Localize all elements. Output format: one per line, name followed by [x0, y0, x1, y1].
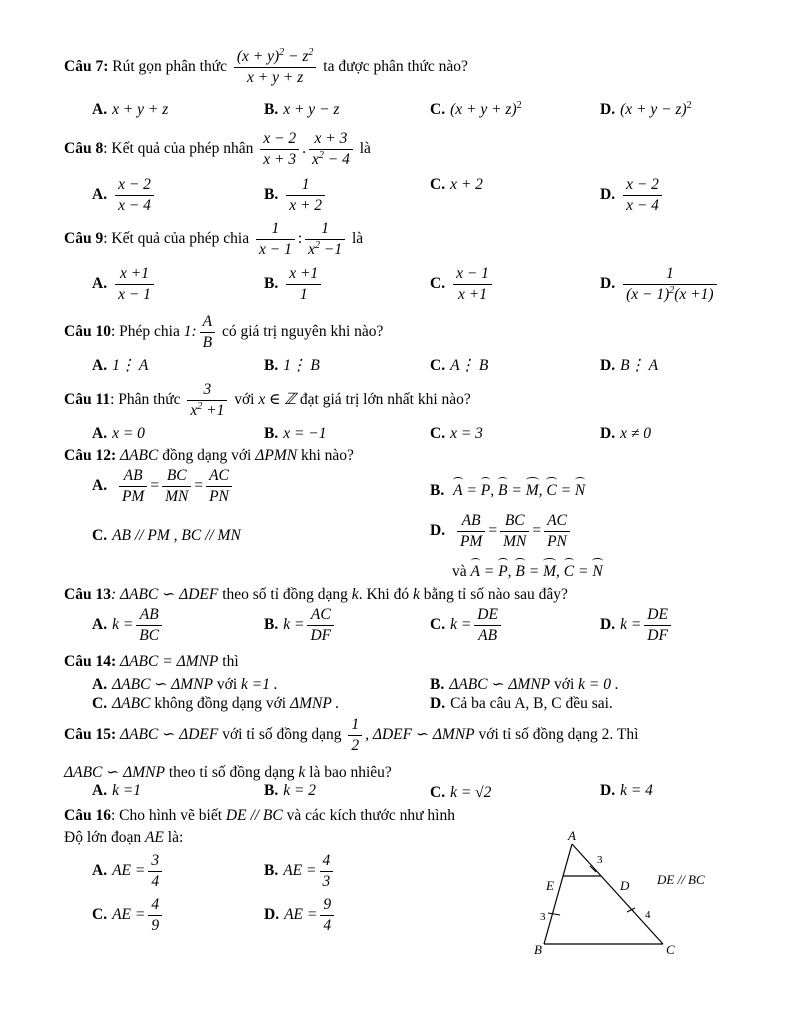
- q14-option-c[interactable]: C. ΔABC không đồng dạng với ΔMNP .: [92, 695, 340, 712]
- question-11: Câu 11: Phân thức $\frac{3}{x^2 +1}$ với x ∈ ℤ đạt giá trị lớn nhất khi nào?: [64, 381, 471, 419]
- question-text: : Kết quả của phép nhân: [103, 139, 254, 157]
- question-14: Câu 14: ΔABC = ΔMNP thì: [64, 653, 239, 670]
- side-ab: [544, 844, 572, 944]
- question-text: : Phép chia: [110, 322, 180, 340]
- q13-option-a[interactable]: A. k = $\frac{AB}{BC}$: [92, 606, 165, 645]
- question-9: Câu 9: Kết quả của phép chia $\frac{1}{x - 1}$ : $\frac{1}{x^2 -1}$ là: [64, 220, 364, 258]
- q15-option-b[interactable]: B. k = 2: [264, 782, 317, 799]
- q10-option-a[interactable]: A. 1⋮ A: [92, 357, 149, 374]
- q12-option-d-line2: và A = P, B = M, C = N: [452, 563, 603, 580]
- q8-option-c[interactable]: C. x + 2: [430, 176, 483, 193]
- q16-option-d[interactable]: D. AE = $\frac{9}{4}$: [264, 896, 337, 935]
- q9-option-c[interactable]: C. $\frac{x - 1}{x +1}$: [430, 265, 495, 304]
- question-label: Câu 10: [64, 322, 111, 340]
- q14-option-d[interactable]: D. Cả ba câu A, B, C đều sai.: [430, 695, 613, 712]
- question-text: : Phân thức: [110, 390, 181, 408]
- q12-option-d[interactable]: D. $\frac{AB}{PM}$ = $\frac{BC}{MN}$ = $\frac{AC}{PN}$: [430, 512, 573, 551]
- q11-option-a[interactable]: A. x = 0: [92, 425, 145, 442]
- side-ac: [572, 844, 663, 944]
- q9-option-b[interactable]: B. $\frac{x +1}{1}$: [264, 265, 324, 304]
- length-eb-label: 3: [540, 911, 546, 923]
- triangle-figure: [530, 826, 730, 966]
- q13-option-b[interactable]: B. k = $\frac{AC}{DF}$: [264, 606, 337, 645]
- q12-option-b[interactable]: B. A = P, B = M, C = N: [430, 482, 586, 499]
- q15-option-c[interactable]: C. k = √2: [430, 784, 492, 801]
- question-label: Câu 11: [64, 390, 111, 408]
- q16-option-b[interactable]: B. AE = $\frac{4}{3}$: [264, 852, 336, 891]
- q15-option-d[interactable]: D. k = 4: [600, 782, 653, 799]
- q13-option-c[interactable]: C. k = $\frac{DE}{AB}$: [430, 606, 504, 645]
- question-13: Câu 13: ΔABC ∽ ΔDEF theo số tỉ đồng dạng k. Khi đó k bằng tỉ số nào sau đây?: [64, 586, 568, 603]
- question-15: Câu 15: ΔABC ∽ ΔDEF với tỉ số đồng dạng $\frac{1}{2}$ , ΔDEF ∽ ΔMNP với tỉ số đồng dạng 2. Thì: [64, 716, 639, 754]
- q16-option-c[interactable]: C. AE = $\frac{4}{9}$: [92, 896, 165, 935]
- tick-eb: [548, 913, 560, 915]
- q12-option-c[interactable]: C. AB // PM , BC // MN: [92, 527, 241, 544]
- q16-option-a[interactable]: A. AE = $\frac{3}{4}$: [92, 852, 165, 891]
- q11-option-b[interactable]: B. x = −1: [264, 425, 327, 442]
- question-15-line2: ΔABC ∽ ΔMNP theo tỉ số đồng dạng k là bao nhiêu?: [64, 764, 392, 781]
- q10-option-c[interactable]: C. A⋮ B: [430, 357, 489, 374]
- question-16: Câu 16: Cho hình vẽ biết DE // BC và các kích thước như hình: [64, 807, 455, 824]
- vertex-a-label: A: [568, 828, 576, 843]
- q15-option-a[interactable]: A. k =1: [92, 782, 142, 799]
- q9-option-d[interactable]: D. $\frac{1}{(x - 1)^2(x +1)}$: [600, 265, 720, 304]
- fraction: $\frac{(x + y)^2 - z^2}{x + y + z}$: [234, 48, 317, 87]
- parallel-note: DE // BC: [657, 872, 705, 887]
- question-label: Câu 16: [64, 807, 111, 824]
- question-label: Câu 14:: [64, 653, 117, 670]
- q11-option-d[interactable]: D. x ≠ 0: [600, 425, 651, 442]
- q7-option-b[interactable]: B. x + y − z: [264, 101, 340, 118]
- q8-option-a[interactable]: A. $\frac{x - 2}{x - 4}$: [92, 176, 157, 215]
- vertex-d-label: D: [620, 878, 630, 893]
- q7-option-a[interactable]: A. x + y + z: [92, 101, 169, 118]
- question-7: [64, 48, 468, 87]
- length-ad-label: 3: [597, 854, 603, 866]
- q13-option-d[interactable]: D. k = $\frac{DE}{DF}$: [600, 606, 674, 645]
- question-label: Câu 12:: [64, 447, 117, 464]
- q7-option-d[interactable]: D. $(x + y - z)^2$: [600, 99, 692, 118]
- question-10: Câu 10: Phép chia 1: $\frac{A}{B}$ có giá trị nguyên khi nào?: [64, 313, 384, 351]
- q14-option-b[interactable]: B. ΔABC ∽ ΔMNP với k = 0 .: [430, 676, 619, 693]
- q11-option-c[interactable]: C. x = 3: [430, 425, 483, 442]
- q8-option-d[interactable]: D. $\frac{x - 2}{x - 4}$: [600, 176, 665, 215]
- q7-option-c[interactable]: C. $(x + y + z)^2$: [430, 99, 522, 118]
- question-8: Câu 8: Kết quả của phép nhân $\frac{x - 2}{x + 3}$ . $\frac{x + 3}{x^2 - 4}$ là: [64, 130, 371, 168]
- q12-option-a[interactable]: A. $\frac{AB}{PM}$ = $\frac{BC}{MN}$ = $\frac{AC}{PN}$: [92, 467, 235, 506]
- q10-option-d[interactable]: D. B⋮ A: [600, 357, 659, 374]
- question-label: Câu 15:: [64, 725, 117, 743]
- question-tail: ta được phân thức nào?: [323, 57, 468, 75]
- q10-option-b[interactable]: B. 1⋮ B: [264, 357, 320, 374]
- vertex-c-label: C: [666, 942, 675, 957]
- question-label: Câu 7:: [64, 57, 109, 75]
- vertex-b-label: B: [534, 942, 542, 957]
- length-dc-label: 4: [645, 909, 651, 921]
- q8-option-b[interactable]: B. $\frac{1}{x + 2}$: [264, 176, 328, 215]
- question-text: : Kết quả của phép chia: [103, 229, 250, 247]
- question-label: Câu 9: [64, 229, 104, 247]
- question-16-line2: Độ lớn đoạn AE là:: [64, 829, 184, 846]
- question-12: Câu 12: ΔABC đồng dạng với ΔPMN khi nào?: [64, 447, 354, 464]
- question-label: Câu 13: [64, 586, 111, 603]
- question-text: Rút gọn phân thức: [112, 57, 227, 75]
- q9-option-a[interactable]: A. $\frac{x +1}{x - 1}$: [92, 265, 157, 304]
- question-label: Câu 8: [64, 139, 104, 157]
- q14-option-a[interactable]: A. ΔABC ∽ ΔMNP với k =1 .: [92, 676, 278, 693]
- vertex-e-label: E: [546, 878, 554, 893]
